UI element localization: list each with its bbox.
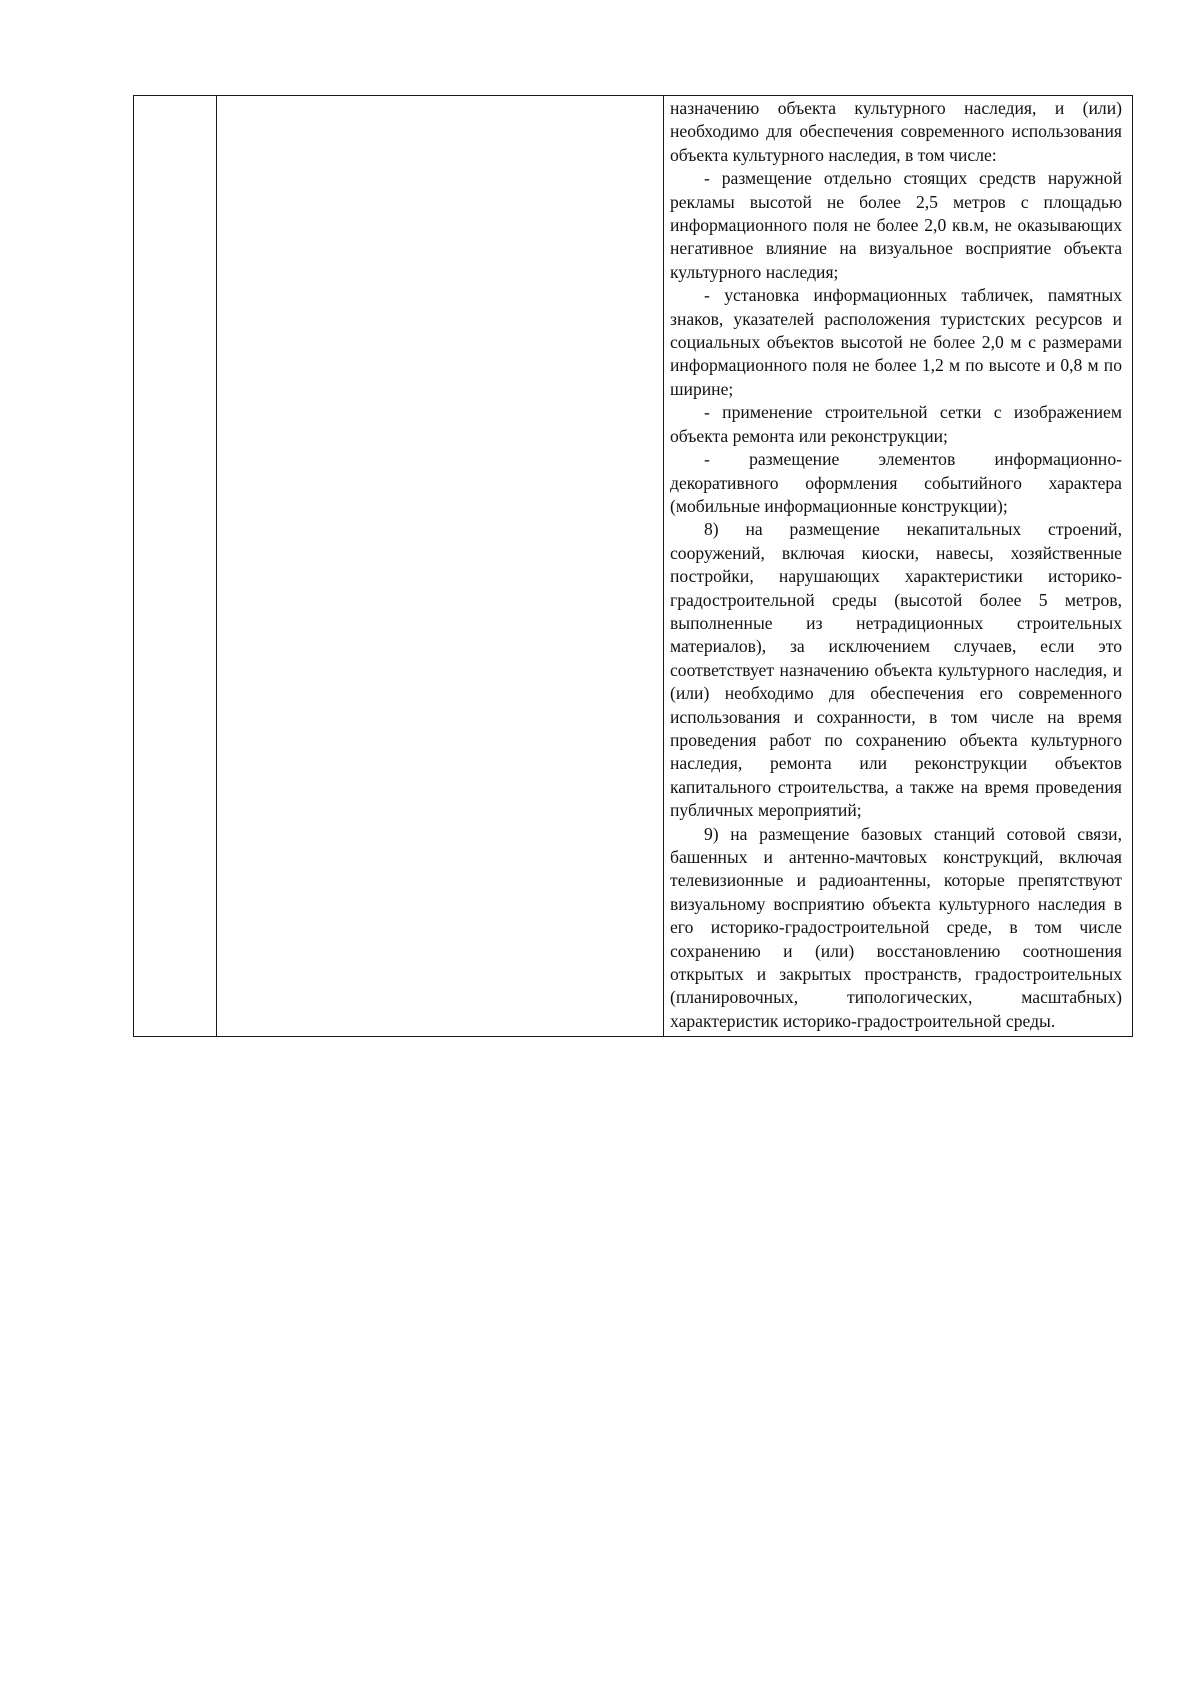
number-cell: [134, 96, 217, 1037]
paragraph-item-8: 8) на размещение некапитальных строений, сооружений, включая киоски, навесы, хозяйственные постройки, нарушающих характеристики историко-градостроительной среды (высотой более 5 метров, выполненные из нетрадиционных строительных материалов), за исключением случаев, если это соответствует назначению объекта культурного наследия, и (или) необходимо для обеспечения его современного использования и сохранности, в том числе на время проведения работ по сохранению объекта культурного наследия, ремонта или реконструкции объектов капитального строительства, а также на время проведения публичных мероприятий;: [670, 519, 1122, 821]
paragraph-intro: назначению объекта культурного наследия, и (или) необходимо для обеспечения современного использования объекта культурного наследия, в том числе:: [670, 98, 1122, 165]
requirements-cell: [664, 96, 1133, 1037]
paragraph-signs: - установка информационных табличек, памятных знаков, указателей расположения туристских ресурсов и социальных объектов высотой не более 2,0 м с размерами информационного поля не более 1,2 м по высоте и 0,8 м по ширине;: [670, 285, 1122, 399]
paragraph-advertising: - размещение отдельно стоящих средств наружной рекламы высотой не более 2,5 метров с площадью информационного поля не более 2,0 кв.м, не оказывающих негативное влияние на визуальное восприятие объекта культурного наследия;: [670, 168, 1122, 282]
paragraph-construction-mesh: - применение строительной сетки с изображением объекта ремонта или реконструкции;: [670, 402, 1122, 446]
paragraph-decorative-elements: - размещение элементов информационно-декоративного оформления событийного характера (мобильные информационные конструкции);: [670, 449, 1122, 516]
regulations-table: [133, 95, 1133, 1037]
requirements-text: [664, 96, 1132, 1036]
table-row: [134, 96, 1133, 1037]
paragraph-item-9: 9) на размещение базовых станций сотовой связи, башенных и антенно-мачтовых конструкций, включая телевизионные и радиоантенны, которые препятствуют визуальному восприятию объекта культурного наследия в его историко-градостроительной среде, в том числе сохранению и (или) восстановлению соотношения открытых и закрытых пространств, градостроительных (планировочных, типологических, масштабных) характеристик историко-градостроительной среды.: [670, 823, 1122, 1031]
description-cell: [217, 96, 664, 1037]
